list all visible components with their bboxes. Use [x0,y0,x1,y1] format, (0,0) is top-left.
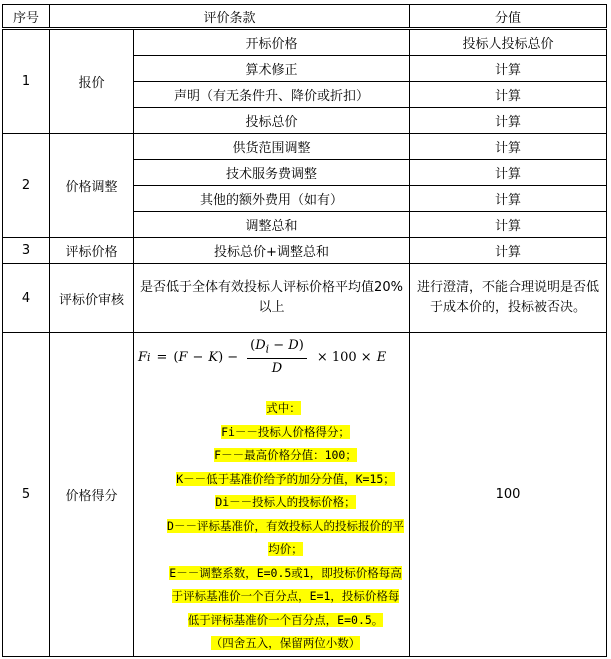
score-cell: 投标人投标总价 [410,29,607,56]
table-row [3,264,607,333]
formula-open: ( [173,349,179,365]
table-row [3,333,607,657]
note-line: D－－评标基准价，有效投标人的投标报价的平均价； [167,518,404,556]
clause-cell: 算术修正 [134,56,410,82]
header-clause: 评价条款 [50,5,410,29]
category-cell: 价格调整 [50,134,134,238]
header-seq: 序号 [3,5,50,29]
note-line: K－－低于基准价给予的加分分值，K=15； [176,471,395,486]
category-cell: 报价 [50,29,134,134]
formula-eq: = [156,349,168,365]
formula-multiplier: × 100 × [316,349,372,365]
note-line: （四舍五入，保留两位小数） [210,636,361,650]
score-cell: 计算 [410,186,607,212]
table-row [3,29,607,56]
formula-denominator: D [271,360,283,376]
header-score: 分值 [410,5,607,29]
category-cell: 价格得分 [50,333,134,657]
clause-cell: 是否低于全体有效投标人评标价格平均值20%以上 [134,264,410,333]
seq-cell: 5 [3,333,50,657]
score-cell: 计算 [410,238,607,264]
clause-cell: 投标总价 [134,108,410,134]
score-cell: 计算 [410,82,607,108]
clause-cell: 调整总和 [134,212,410,238]
price-evaluation-table [2,4,607,657]
formula-cell [134,333,410,657]
clause-cell: 其他的额外费用（如有） [134,186,410,212]
category-cell: 评标价格 [50,238,134,264]
score-cell: 计算 [410,212,607,238]
clause-cell: 技术服务费调整 [134,160,410,186]
formula-minus: − [192,349,204,365]
formula-e: E [376,349,387,365]
price-score-formula [138,333,405,381]
clause-cell: 供货范围调整 [134,134,410,160]
clause-cell: 声明（有无条件升、降价或折扣） [134,82,410,108]
seq-cell: 1 [3,29,50,134]
formula-notes [138,397,405,656]
score-cell: 计算 [410,134,607,160]
table-row [3,134,607,160]
clause-cell: 开标价格 [134,29,410,56]
formula-fraction [247,338,307,376]
table-row [3,238,607,264]
score-cell: 计算 [410,160,607,186]
note-line: Di－－投标人的投标价格； [215,495,356,509]
formula-close: ) [218,349,224,365]
note-line: E－－调整系数，E=0.5或1，即投标价格每高于评标基准价一个百分点，E=1，投标价格每低于评标基准价一个百分点，E=0.5。 [169,565,402,627]
note-line: F－－最高价格分值：100； [214,448,357,462]
category-cell: 评标价审核 [50,264,134,333]
notes-title: 式中： [266,401,301,415]
formula-k: K [208,349,219,365]
seq-cell: 2 [3,134,50,238]
seq-cell: 3 [3,238,50,264]
header-row [3,5,607,29]
seq-cell: 4 [3,264,50,333]
formula-lhs-sub: i [147,350,151,364]
formula-f: F [178,349,188,365]
score-cell: 计算 [410,108,607,134]
score-cell: 计算 [410,56,607,82]
score-cell: 进行澄清，不能合理说明是否低于成本价的，投标被否决。 [410,264,607,333]
formula-numerator: $(D_i - D)$ [247,338,307,359]
formula-lhs: F [138,349,148,365]
note-line: Fi－－投标人价格得分； [221,424,350,439]
formula-minus: − [227,349,239,365]
score-cell: 100 [410,333,607,657]
clause-cell: 投标总价+调整总和 [134,238,410,264]
